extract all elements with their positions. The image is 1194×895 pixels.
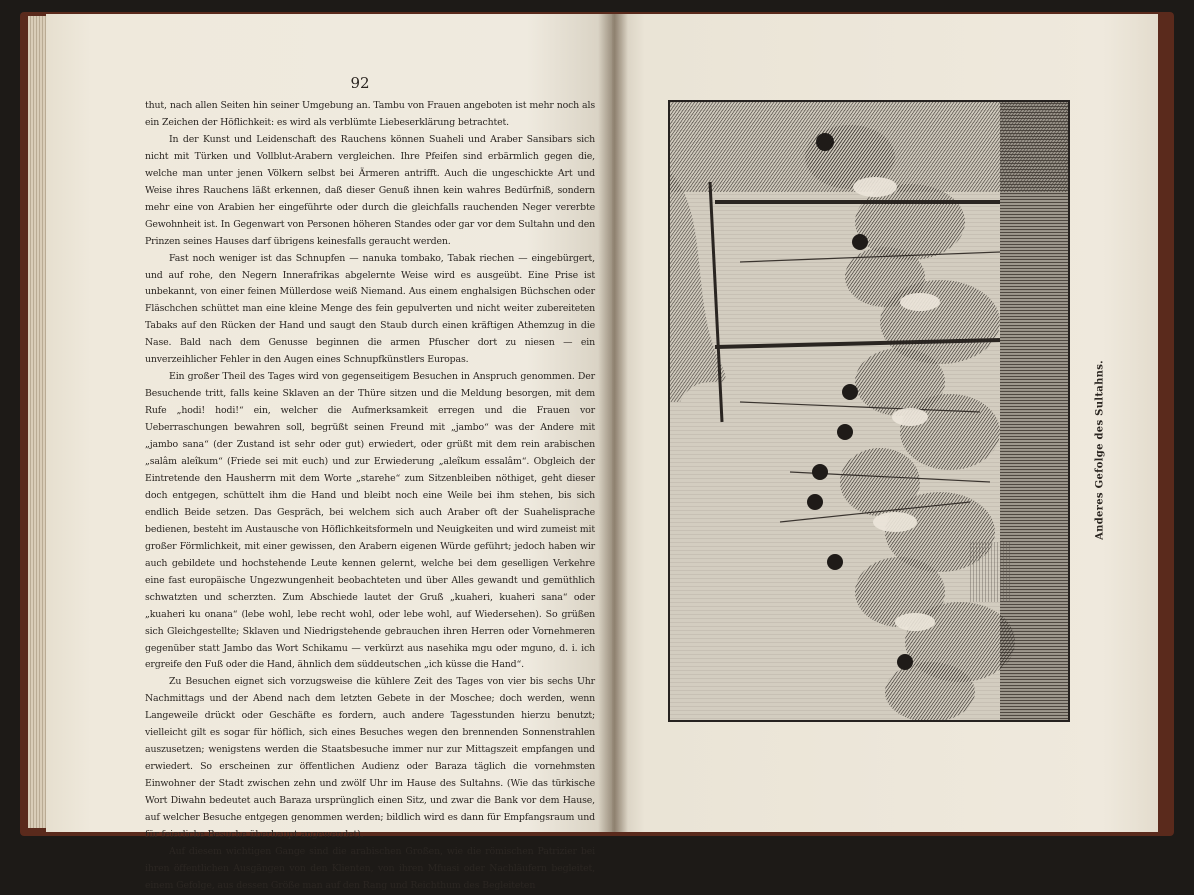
engraving-illustration bbox=[668, 100, 1070, 722]
paragraph: In der Kunst und Leidenschaft des Rauchens können Suaheli und Araber Sansibars sich nicht mit Türken und Vollblut-Arabern vergleichen. Ihre Pfeifen sind erbärmlich gegen die, welche man unter jenen Völkern selbst bei Ärmeren antrifft. Auch die ungeschickte Art und Weise ihres Rauchens läßt erkennen, daß dieser Genuß ihnen kein wahres Bedürfniß, sondern mehr eine von Arabien her eingeführte oder durch die gleichfalls rauchenden Neger vererbte Gewohnheit ist. In Gegenwart von Personen höheren Standes oder gar vor dem Sultahn und den Prinzen seines Hauses darf übrigens keinesfalls geraucht werden. bbox=[145, 133, 595, 247]
body-text bbox=[145, 98, 595, 895]
page-number: 92 bbox=[350, 74, 370, 92]
paragraph: Fast noch weniger ist das Schnupfen — nanuka tombako, Tabak riechen — eingebürgert, und auf rohe, den Negern Innerafrikas abgelernte Weise wird es ausgeübt. Eine Prise ist unbekannt, von einer feinen Müllerdose weiß Niemand. Aus einem enghalsigen Büchschen oder Fläschchen schüttet man eine kleine Menge des fein gepulverten und nicht weiter zubereiteten Tabaks auf den Rücken der Hand und saugt den Staub durch einen kräftigen Athemzug in die Nase. Bald nach dem Genusse beginnen die armen Pfuscher dort zu niesen — ein unverzeihlicher Fehler in den Augen eines Schnupfkünstlers Europas. bbox=[145, 252, 595, 366]
caption-text: Anderes Gefolge des Sultahns. bbox=[1094, 360, 1106, 540]
paragraph: Ein großer Theil des Tages wird von gegenseitigem Besuchen in Anspruch genommen. Der Besuchende tritt, falls keine Sklaven an der Thüre sitzen und die Meldung besorgen, mit dem Rufe „hodi! hodi!“ ein, welcher die Aufmerksamkeit erregen und die Frauen vor Ueberraschungen bewahren soll, begrüßt seinen Freund mit „jambo“ was der Andere mit „jambo sana“ (der Zustand ist sehr oder gut) erwiedert, oder grüßt mit dem rein arabischen „salâm aleîkum“ (Friede sei mit euch) und zur Erwiederung „aleîkum essalâm“. Obgleich der Eintretende den Hausherrn mit dem Worte „starehe“ zum Sitzenbleiben nöthiget, geht dieser doch entgegen, schüttelt ihm die Hand und bleibt noch eine Weile bei ihm stehen, bis sich endlich Beide setzen. Das Gespräch, bei welchem sich auch Araber oft der Suahelisprache bedienen, besteht im Austausche von Höflichkeitsformeln und Neuigkeiten und wird zumeist mit großer Förmlichkeit, mit einer gewissen, den Arabern eigenen Würde geführt; jedoch haben wir auch gebildete und hochstehende Leute kennen gelernt, welche bei dem geselligen Verkehre eine fast europäische Ungezwungenheit beobachteten und über Alles gewandt und gemüthlich schwatzten und scherzten. Zum Abschiede lautet der Gruß „kuaheri, kuaheri sana“ oder „kuaheri ku onana“ (lebe wohl, lebe recht wohl, oder lebe wohl, auf Wiedersehen). So grüßen sich Gleichgestellte; Sklaven und Niedrigstehende gebrauchen ihren Herren oder Vornehmeren gegenüber statt Jambo das Wort Schikamu — verkürzt aus nasehika mgu oder mguno, d. i. ich ergreife den Fuß oder die Hand, ähnlich dem süddeutschen „ich küsse die Hand“. bbox=[145, 371, 595, 671]
book-gutter bbox=[598, 14, 628, 832]
paragraph: Zu Besuchen eignet sich vorzugsweise die kühlere Zeit des Tages von vier bis sechs Uhr Nachmittags und der Abend nach dem letzten Gebete in der Moschee; doch werden, wenn Langeweile drückt oder Geschäfte es fordern, auch andere Tagesstunden hierzu benutzt; vielleicht gilt es sogar für höflich, sich eines Besuches wegen den brennenden Sonnenstrahlen auszusetzen; wenigstens werden die Staatsbesuche immer nur zur Mittagszeit empfangen und erwiedert. So erscheinen zur öffentlichen Audienz oder Baraza täglich die vornehmsten Einwohner der Stadt zwischen zehn und zwölf Uhr im Hause des Sultahns. (Wie das türkische Wort Diwahn bedeutet auch Baraza ursprünglich einen Sitz, und zwar die Bank vor dem Hause, auf welcher Besuche entgegen genommen werden; bildlich wird es dann für Empfangsraum und für feierliche Besuche überhaupt angewendet). bbox=[145, 676, 595, 840]
page-edges bbox=[28, 16, 48, 828]
paragraph: Auf diesem wichtigen Gange sind die arabischen Großen, wie die römischen Patrizier bei ihren öffentlichen Ausgängen von den Klienten, von ihren Mfuasi oder Nachläufern begleitet, einem Gefolge, aus dessen Größe man auf den Rang und Reichthum des Begleiteten bbox=[145, 845, 595, 891]
paragraph: thut, nach allen Seiten hin seiner Umgebung an. Tambu von Frauen angeboten ist mehr noch als ein Zeichen der Höflichkeit: es wird als verblümte Liebeserklärung betrachtet. bbox=[145, 100, 595, 128]
illustration-caption bbox=[1090, 360, 1110, 540]
